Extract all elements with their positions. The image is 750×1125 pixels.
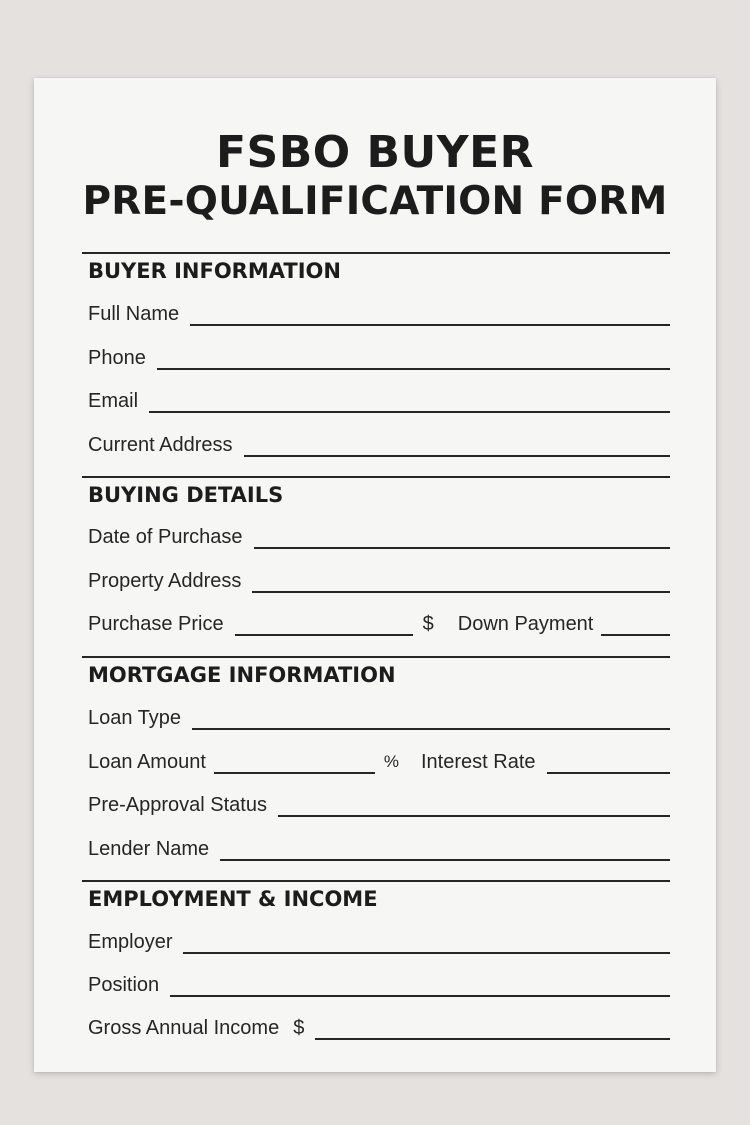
email-field[interactable] [149, 391, 670, 413]
purchase-price-label: Purchase Price [88, 613, 224, 635]
field-row-email [88, 383, 670, 413]
purchase-price-currency-symbol: $ [422, 613, 434, 635]
field-row-loan-amount [88, 744, 670, 774]
interest-rate-field[interactable] [547, 752, 670, 774]
form-title-line2: PRE-QUALIFICATION FORM [82, 179, 668, 224]
section-heading-buyer-information: BUYER INFORMATION [88, 259, 341, 283]
property-address-field[interactable] [252, 571, 670, 593]
pre-approval-status-field[interactable] [278, 795, 670, 817]
lender-name-field[interactable] [220, 839, 670, 861]
loan-type-field[interactable] [192, 708, 670, 730]
position-field[interactable] [170, 975, 670, 997]
property-address-label: Property Address [88, 570, 242, 592]
section-heading-mortgage-information: MORTGAGE INFORMATION [88, 663, 396, 687]
field-row-gross-annual-income [88, 1010, 670, 1040]
field-row-loan-type [88, 700, 670, 730]
field-row-purchase-price [88, 606, 670, 636]
form-paper [34, 78, 716, 1072]
employer-field[interactable] [183, 932, 670, 954]
date-of-purchase-label: Date of Purchase [88, 526, 243, 548]
gross-annual-income-field[interactable] [315, 1018, 670, 1040]
down-payment-label: Down Payment [457, 613, 594, 635]
section-divider [82, 656, 670, 658]
down-payment-field[interactable] [601, 614, 670, 636]
gross-annual-income-label: Gross Annual Income [88, 1017, 280, 1039]
section-divider [82, 476, 670, 478]
section-heading-buying-details: BUYING DETAILS [88, 483, 284, 507]
date-of-purchase-field[interactable] [254, 527, 670, 549]
field-row-phone [88, 340, 670, 370]
interest-rate-label: Interest Rate [421, 751, 536, 773]
full-name-field[interactable] [190, 304, 670, 326]
gross-annual-income-currency-symbol: $ [293, 1017, 305, 1039]
section-divider [82, 880, 670, 882]
field-row-property-address [88, 563, 670, 593]
field-row-position [88, 967, 670, 997]
pre-approval-status-label: Pre-Approval Status [88, 794, 267, 816]
field-row-lender-name [88, 831, 670, 861]
full-name-label: Full Name [88, 303, 180, 325]
email-label: Email [88, 390, 139, 412]
field-row-current-address [88, 427, 670, 457]
section-heading-employment-income: EMPLOYMENT & INCOME [88, 887, 378, 911]
field-row-date-of-purchase [88, 519, 670, 549]
loan-type-label: Loan Type [88, 707, 182, 729]
loan-amount-label: Loan Amount [88, 751, 206, 773]
purchase-price-field[interactable] [235, 614, 413, 636]
field-row-employer [88, 924, 670, 954]
section-divider [82, 252, 670, 254]
lender-name-label: Lender Name [88, 838, 210, 860]
employer-label: Employer [88, 931, 173, 953]
current-address-label: Current Address [88, 434, 233, 456]
loan-amount-percent-symbol: % [383, 752, 399, 771]
current-address-field[interactable] [244, 435, 670, 457]
phone-label: Phone [88, 347, 146, 369]
field-row-pre-approval-status [88, 787, 670, 817]
position-label: Position [88, 974, 160, 996]
phone-field[interactable] [157, 348, 670, 370]
loan-amount-field[interactable] [214, 752, 375, 774]
form-title-line1: FSBO BUYER [215, 127, 535, 178]
field-row-full-name [88, 296, 670, 326]
